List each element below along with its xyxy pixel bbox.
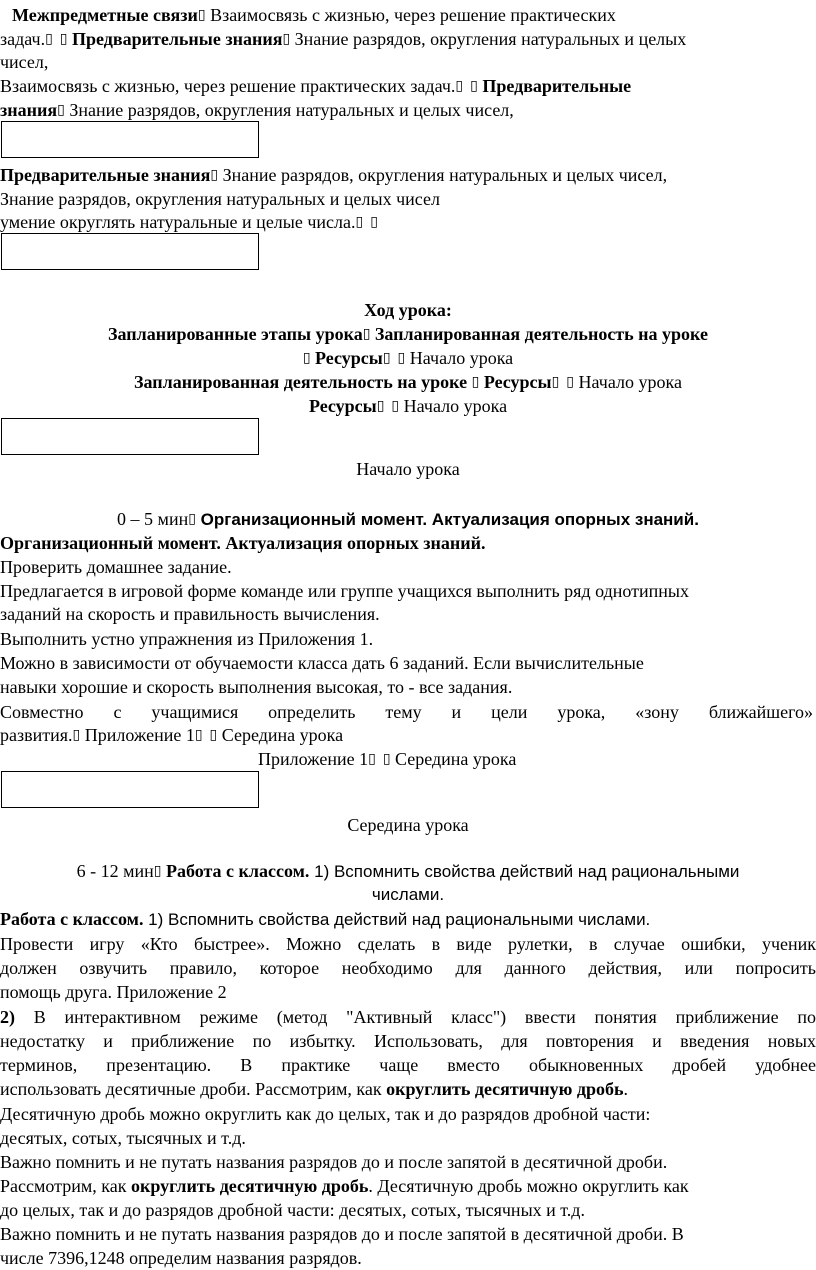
para-tasks-2: навыки хорошие и скорость выполнения высокая, то - все задания. (0, 677, 513, 697)
para-topic-2: развития.▯ Приложение 1▯ ▯ Середина урока (0, 725, 344, 745)
heading-work-class: Работа с классом. 1) Вспомнить свойства действий над рациональными числами. (0, 909, 651, 929)
para-tasks: Можно в зависимости от обучаемости класса дать 6 заданий. Если вычислительные (0, 653, 644, 673)
stage-start: Начало урока (356, 459, 460, 479)
line-tasks: задач.▯ ▯ Предварительные знания▯ Знание разрядов, округления натуральных и целых (0, 29, 687, 49)
line-numbers: чисел, (0, 52, 49, 72)
para-game-who: Провести игру «Кто быстрее». Можно сделать в виде рулетки, в случае ошибки, ученик (0, 934, 816, 954)
empty-field (1, 771, 259, 808)
para-game-who-3: помощь друга. Приложение 2 (0, 982, 227, 1002)
line-interdisciplinary: Межпредметные связи▯ Взаимосвязь с жизнью, через решение практических (12, 5, 616, 25)
para-consider: Рассмотрим, как округлить десятичную дробь. Десятичную дробь можно округлить как (0, 1176, 689, 1196)
stage-0-5-heading: 0 – 5 мин▯ Организационный момент. Актуализация опорных знаний. (117, 509, 699, 529)
line-knowledge-2: Знание разрядов, округления натуральных и целых чисел (0, 189, 440, 209)
para-interactive: 2) В интерактивном режиме (метод "Активный класс") ввести понятия приближение по (0, 1007, 816, 1027)
para-important-2: Важно помнить и не путать названия разрядов до и после запятой в десятичной дроби. В (0, 1224, 684, 1244)
line-resources: ▯ Ресурсы▯ ▯ Начало урока (302, 348, 514, 368)
line-skill: умение округлять натуральные и целые числа.▯ ▯ (0, 212, 378, 232)
para-exercises: Выполнить устно упражнения из Приложения 1. (0, 629, 374, 649)
para-interactive-4: использовать десятичные дроби. Рассмотрим, как округлить десятичную дробь. (0, 1079, 629, 1099)
empty-field (1, 121, 259, 158)
para-decimal-2: десятых, сотых, тысячных и т.д. (0, 1128, 246, 1148)
line-planned-stages: Запланированные этапы урока▯ Запланированная деятельность на уроке (108, 324, 708, 344)
para-interactive-2: недостатку и приближение по избытку. Использовать, для повторения и введения новых (0, 1031, 816, 1051)
line-appendix: Приложение 1▯ ▯ Середина урока (258, 749, 517, 769)
empty-field (1, 418, 259, 455)
line-planned-activity: Запланированная деятельность на уроке ▯ Ресурсы▯ ▯ Начало урока (134, 372, 682, 392)
para-game-2: заданий на скорость и правильность вычисления. (0, 604, 380, 624)
para-interactive-3: терминов, презентацию. В практике чаще вместо обыкновенных дробей удобнее (0, 1055, 816, 1075)
line-resources-2: Ресурсы▯ ▯ Начало урока (308, 396, 508, 416)
lesson-progress-title: Ход урока: (364, 300, 452, 320)
para-game: Предлагается в игровой форме команде или группе учащихся выполнить ряд однотипных (0, 581, 689, 601)
para-important: Важно помнить и не путать названия разрядов до и после запятой в десятичной дроби. (0, 1152, 668, 1172)
line-relation: Взаимосвязь с жизнью, через решение практических задач.▯ ▯ Предварительные (0, 76, 632, 96)
para-homework: Проверить домашнее задание. (0, 557, 232, 577)
empty-field (1, 233, 259, 270)
stage-6-12-heading-2: числами. (371, 885, 445, 904)
line-prior-knowledge: Предварительные знания▯ Знание разрядов, округления натуральных и целых чисел, (0, 165, 668, 185)
line-knowledge: знания▯ Знание разрядов, округления натуральных и целых чисел, (0, 100, 514, 120)
para-game-who-2: должен озвучить правило, которое необходимо для данного действия, или попросить (0, 958, 816, 978)
para-topic: Совместно с учащимися определить тему и цели урока, «зону ближайшего» (0, 702, 813, 722)
stage-6-12-heading: 6 - 12 мин▯ Работа с классом. 1) Вспомнить свойства действий над рациональными (76, 861, 740, 881)
heading-org-moment: Организационный момент. Актуализация опорных знаний. (0, 533, 486, 553)
stage-middle: Середина урока (347, 815, 469, 835)
para-decimal: Десятичную дробь можно округлить как до целых, так и до разрядов дробной части: (0, 1104, 651, 1124)
para-number: числе 7396,1248 определим названия разрядов. (0, 1248, 362, 1268)
para-consider-2: до целых, так и до разрядов дробной части: десятых, сотых, тысячных и т.д. (0, 1200, 585, 1220)
